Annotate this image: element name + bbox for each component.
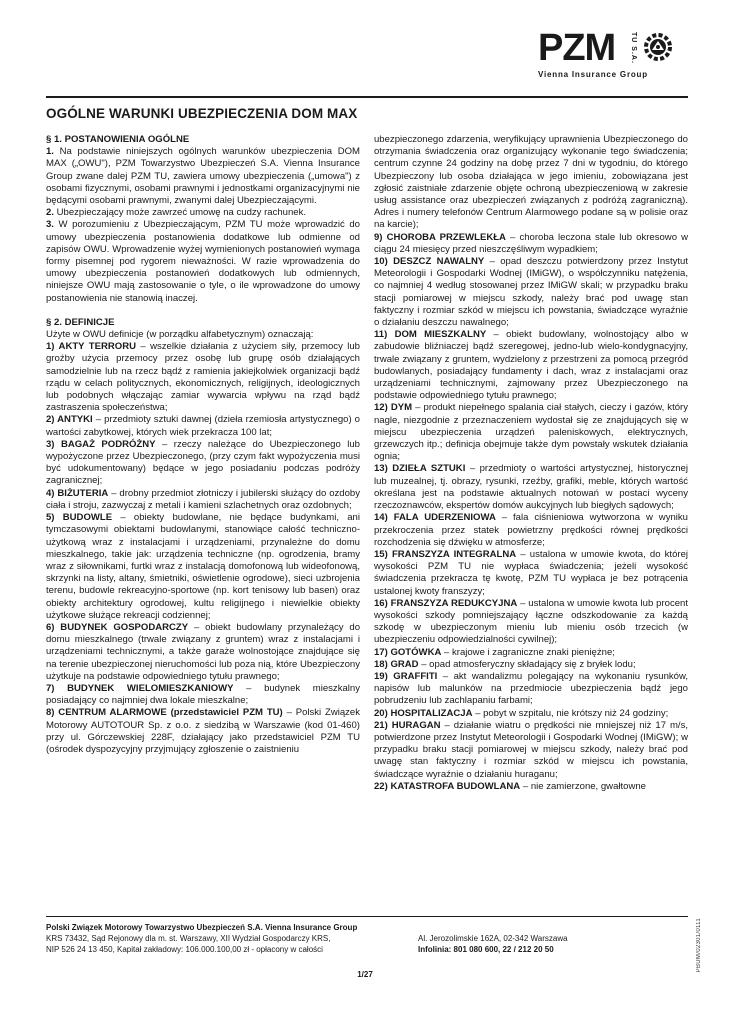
footer-company-info [46, 922, 406, 955]
definition-term: 4) BIŻUTERIA [46, 487, 109, 499]
paragraph-text: Ubezpieczający może zawrzeć umowę na cudzy rachunek. [53, 207, 307, 219]
definition-continuation: ubezpieczonego zdarzenia, weryfikujący uprawnienia Ubezpieczonego do otrzymania świadczenia oraz organizujący wykonanie tego świadczenia; centrum czynne 24 godziny na dobę przez 7 dni w tygodniu, do którego Ubezpieczony lub osoba działająca w jego imieniu, zobowiązana jest zgłosić zaistniałe zdarzenie objęte ochroną ubezpieczeniową w zakresie usług assistance oraz ubezpieczeń związanych z podróżą zagraniczną). Adres i numery telefonów Centrum Alarmowego podane są w polisie oraz na karcie); [374, 134, 688, 231]
definition-item [46, 488, 360, 512]
definition-term: 22) KATASTROFA BUDOWLANA [374, 780, 521, 792]
definition-term: 6) BUDYNEK GOSPODARCZY [46, 621, 189, 633]
footer-company-name: Polski Związek Motorowy Towarzystwo Ubezpieczeń S.A. Vienna Insurance Group [46, 923, 358, 932]
right-column [374, 134, 688, 822]
definition-term: 8) CENTRUM ALARMOWE (przedstawiciel PZM TU) [46, 707, 283, 719]
spacer [46, 305, 360, 317]
gear-emblem-icon [642, 30, 674, 64]
definition-text: – produkt niepełnego spalania ciał stałych, cieczy i gazów, który nagle, niezgodnie z przeznaczeniem wydostał się ze znajdujących się w miejscu ubezpieczenia urządzeń paleniskowych, elektrycznych, grzewczych itp.; definicja obejmuje także dym powstały wskutek działania ognia; [374, 402, 688, 463]
logo-tu-label: TU S.A. [630, 32, 637, 64]
paragraph-number: 3. [46, 219, 54, 231]
footer-krs: KRS 73432, Sąd Rejonowy dla m. st. Warszawy, XII Wydział Gospodarczy KRS, [46, 934, 331, 943]
footer-address: Al. Jerozolimskie 162A, 02-342 Warszawa [418, 934, 568, 943]
definition-item [374, 512, 688, 549]
definition-text: – akt wandalizmu polegający na wykonaniu rysunków, napisów lub malunków na przedmiocie ubezpieczenia bądź jego pobrudzeniu lub zachlapaniu farbami; [374, 670, 688, 707]
definition-text: – fala ciśnieniowa wytworzona w wyniku przekroczenia przez statek powietrzny prędkości równej prędkości rozchodzenia się dźwięku w atmosferze; [374, 512, 688, 548]
definition-text: – nie zamierzone, gwałtowne [520, 780, 646, 792]
footer-divider [46, 916, 688, 917]
definition-item [374, 463, 688, 512]
definition-term: 1) AKTY TERRORU [46, 341, 136, 353]
definition-item [374, 329, 688, 402]
paragraph-text: Na podstawie niniejszych ogólnych warunków ubezpieczenia DOM MAX („OWU"), PZM Towarzystwo Ubezpieczeń S.A. Vienna Insurance Group zwane dalej PZM TU, zawiera umowy ubezpieczenia („umowa") z osobami fizycznymi, osobami prawnymi i jednostkami organizacyjnymi nie będącymi osobami prawnymi, zwanymi dalej Ubezpieczającymi. [46, 146, 360, 207]
definition-term: 17) GOTÓWKA [374, 646, 442, 658]
logo-subtitle: Vienna Insurance Group [538, 70, 648, 79]
definition-term: 18) GRAD [374, 658, 419, 670]
definition-item [374, 402, 688, 463]
definition-term: 5) BUDOWLE [46, 512, 113, 524]
definition-item [374, 232, 688, 256]
footer-hotline: Infolinia: 801 080 600, 22 / 212 20 50 [418, 945, 554, 954]
definition-term: 20) HOSPITALIZACJA [374, 707, 473, 719]
definition-term: 9) CHOROBA PRZEWLEKŁA [374, 231, 506, 243]
definition-term: 14) FALA UDERZENIOWA [374, 512, 496, 524]
paragraph-number: 2. [46, 207, 54, 219]
definition-text: – rzeczy należące do Ubezpieczonego lub wypożyczone przez Ubezpieczonego, (przy czym fakt wypożyczenia musi być udokumentowany) będące w jego posiadaniu podczas podróży zagranicznej; [46, 438, 360, 487]
definition-text: – drobny przedmiot złotniczy i jubilerski służący do ozdoby ciała i stroju, zazwyczaj z metali i kamieni szlachetnych oraz ozdobnych; [46, 487, 360, 511]
definition-term: 7) BUDYNEK WIELOMIESZKANIOWY [46, 682, 234, 694]
definition-term: 21) HURAGAN [374, 719, 441, 731]
definition-item [46, 414, 360, 438]
definition-text: – obiekt budowlany przynależący do domu mieszkalnego (trwale związany z gruntem) wraz z instalacjami i urządzeniami technicznymi, a także garaże wolnostojące znajdujące się na terenie ubezpieczonej nieruchomości lub poza nią, które Ubezpieczony użytkuje na podstawie odpowiedniego tytułu prawnego; [46, 621, 361, 682]
definition-item [374, 647, 688, 659]
definition-item [374, 549, 688, 598]
header-divider [46, 96, 688, 98]
paragraph-number: 1. [46, 146, 54, 158]
definition-text: – choroba leczona stale lub okresowo w ciągu 24 miesięcy przed nieszczęśliwym wypadkiem; [374, 231, 688, 255]
definition-item [374, 659, 688, 671]
definition-item [46, 683, 360, 707]
definition-text: – przedmioty o wartości artystycznej, historycznej lub muzealnej, tj. obrazy, rysunki, rzeźby, grafiki, meble, których wartość określana jest na podstawie aktualnych notowań w postaci wyceny rzeczoznawców, ekspertów domów aukcyjnych lub biegłych sądowych; [374, 463, 688, 512]
definition-item [374, 671, 688, 708]
definition-item [46, 512, 360, 622]
definition-item [374, 781, 688, 793]
document-title: OGÓLNE WARUNKI UBEZPIECZENIA DOM MAX [46, 106, 358, 121]
definition-term: 13) DZIEŁA SZTUKI [374, 463, 466, 475]
definition-item [374, 720, 688, 781]
page-number: 1/27 [357, 970, 373, 979]
definition-item [374, 256, 688, 329]
body-columns [46, 134, 688, 822]
definition-item [374, 598, 688, 647]
definition-text: – działanie wiatru o prędkości nie mniejszej niż 17 m/s, potwierdzone przez Instytut Meteorologii i Gospodarki Wodnej (IMiGW); w przypadku braku stacji pomiarowej w miejscu szkody, należy brać pod uwagę stan faktyczny i rozmiar szkód w miejscu ich powstania, świadczące wyraźnie o działaniu huraganu; [374, 719, 688, 780]
definition-text: – opad atmosferyczny składający się z bryłek lodu; [418, 658, 636, 670]
definition-text: – budynek mieszkalny posiadający co najmniej dwa lokale mieszkalne; [46, 682, 360, 707]
definition-term: 11) DOM MIESZKALNY [374, 329, 487, 341]
section-heading: § 2. DEFINICJE [46, 316, 115, 328]
definition-term: 2) ANTYKI [46, 414, 93, 426]
definition-term: 10) DESZCZ NAWALNY [374, 256, 485, 268]
definition-term: 16) FRANSZYZA REDUKCYJNA [374, 597, 518, 609]
definition-item [46, 439, 360, 488]
definition-text: – Polski Związek Motorowy AUTOTOUR Sp. z o.o. z siedzibą w Warszawie (kod 01-460) przy ul. Górczewskiej 228F, działający jako przedstawiciel PZM TU (ośrodek dyspozycyjny przyjmujący zgłoszenie o zaistnieniu [46, 707, 360, 755]
definition-text: – ustalona w umowie kwota lub procent wysokości szkody pomniejszający łączne odszkodowanie za każdą szkodę w ubezpieczonym mieniu lub mieniu osób trzecich (w ubezpieczeniu odpowiedzialności cywilnej); [374, 597, 688, 646]
definition-text: – obiekt budowlany, wolnostojący albo w zabudowie bliźniaczej bądź szeregowej, jedno-lub wielo-kondygnacyjny, trwale związany z gruntem, wydzielony z przestrzeni za pomocą przegród budowlanych, posiadający fundamenty i dach, wraz z instalacjami oraz urządzeniami technicznymi, zajmowany przez Ubezpieczonego na podstawie odpowiedniego tytułu prawnego; [374, 329, 689, 402]
definition-term: 3) BAGAŻ PODRÓŻNY [46, 438, 156, 450]
definition-text: – ustalona w umowie kwota, do której wysokości PZM TU nie wypłaca świadczenia; jeżeli wysokość świadczenia przekracza tę kwotę, PZM TU wypłaca je bez potrącenia ustalonej kwoty franszyzy; [374, 548, 688, 597]
definition-text: – przedmioty sztuki dawnej (dzieła rzemiosła artystycznego) o wartości zabytkowej, których wiek przekracza 100 lat; [46, 414, 360, 438]
document-code: PBUM/02301/0111 [696, 918, 702, 973]
paragraph [46, 146, 360, 207]
company-logo [538, 26, 688, 86]
definition-item [46, 341, 360, 414]
definition-text: – wszelkie działania z użyciem siły, przemocy lub groźby użycia przemocy przez osobę lub grupę osób działających samodzielnie lub na rzecz bądź z ramienia jakiejkolwiek organizacji bądź rządu w celach politycznych, ekonomicznych, religijnych, ideologicznych lub podobnych włączając zamiar wywarcia wpływu na rząd bądź zastraszenia społeczeństwa; [46, 341, 360, 414]
definition-term: 19) GRAFFITI [374, 670, 438, 682]
definition-text: – pobyt w szpitalu, nie krótszy niż 24 godziny; [472, 707, 669, 719]
definition-text: – krajowe i zagraniczne znaki pieniężne; [441, 646, 615, 658]
definitions-intro: Użyte w OWU definicje (w porządku alfabetycznym) oznaczają: [46, 329, 314, 341]
definition-term: 15) FRANSZYZA INTEGRALNA [374, 548, 517, 560]
footer-nip: NIP 526 24 13 450, Kapitał zakładowy: 106.000.100,00 zł - opłacony w całości [46, 945, 323, 954]
definition-term: 12) DYM [374, 402, 413, 414]
definition-text: – opad deszczu potwierdzony przez Instytut Meteorologii i Gospodarki Wodnej (IMiGW), o współczynniku natężenia, co najmniej 4 według stosowanej przez IMiGW skali; w przypadku braku stacji pomiarowej w miejscu szkody, należy brać pod uwagę stan faktyczny i rozmiar szkód w miejscu ich powstania, świadczące wyraźnie o działaniu deszczu nawalnego; [374, 256, 689, 329]
paragraph-text: W porozumieniu z Ubezpieczającym, PZM TU może wprowadzić do umowy ubezpieczenia postanowienia dodatkowe lub odmienne od zapisów OWU. Wprowadzenie wyżej wymienionych postanowień wymaga formy pisemnej pod rygorem nieważności. W razie wprowadzenia do umowy ubezpieczenia postanowień dodatkowych lub odmiennych, niniejsze OWU mają zastosowanie o tyle, o ile wprowadzone do umowy postanowienia nie stanowią inaczej. [46, 219, 360, 304]
definition-item [46, 707, 360, 756]
section-heading: § 1. POSTANOWIENIA OGÓLNE [46, 134, 190, 145]
paragraph [46, 219, 360, 304]
paragraph [46, 207, 360, 219]
definition-item [46, 622, 360, 683]
definition-item [374, 708, 688, 720]
definition-text: – obiekty budowlane, nie będące budynkami, ani tymczasowymi obiektami budowlanymi, stanowiące całość techniczno-użytkową wraz z instalacjami i urządzeniami, przynależne do domu mieszkalnego, takie jak: urządzenia techniczne (np. ogrodzenia, bramy wraz z siłownikami, furtki wraz z instalacją domofonową lub wideofonową, skrzynki na listy, altany, śmietniki, oświetlenie ogrodowe), sieci uzbrojenia terenu, budowle rekreacyjno-sportowe (np. kort tenisowy lub basen) oraz obiekty architektury ogrodowej, kultu religijnego i niewielkie obiekty użytkowe służące rekreacji codziennej; [46, 512, 360, 621]
left-column [46, 134, 360, 822]
footer-contact [418, 922, 618, 955]
logo-text: PZM [538, 27, 616, 69]
